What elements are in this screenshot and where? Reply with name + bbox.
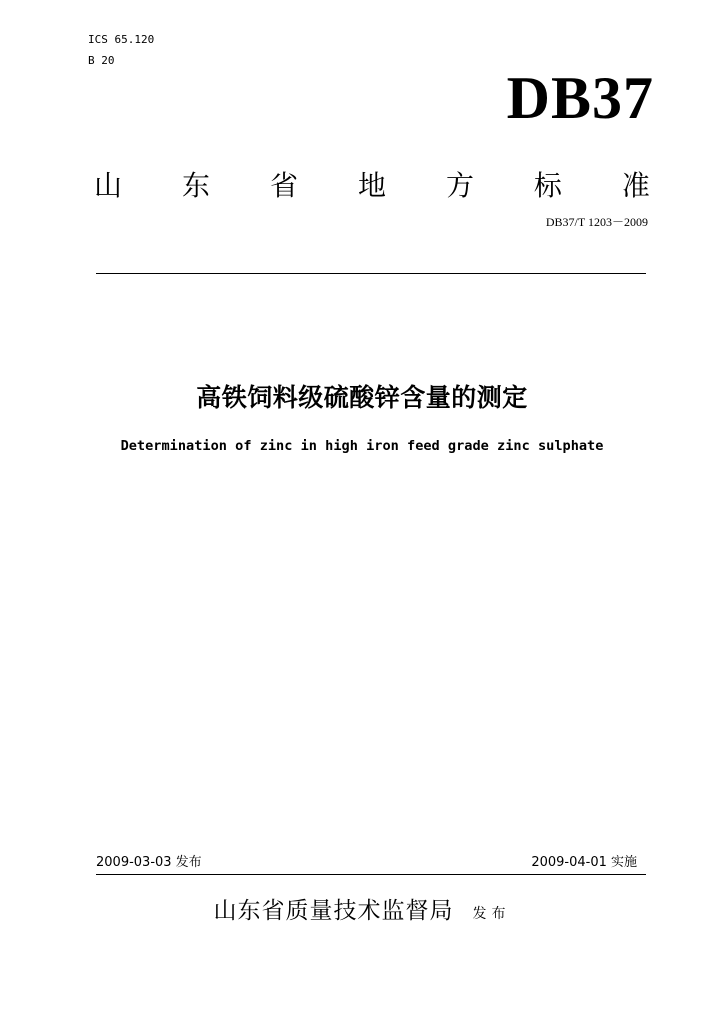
standard-type-char: 东 <box>181 169 210 202</box>
publisher-line <box>0 893 724 932</box>
standard-number: DB37/T 1203－2009 <box>545 215 648 229</box>
standard-type-char: 方 <box>445 169 474 202</box>
publisher-name: 山东省质量技术监督局 <box>213 898 454 924</box>
classification-code: B 20 <box>88 54 115 67</box>
document-title-chinese: 高铁饲料级硫酸锌含量的测定 <box>196 383 528 412</box>
standard-type-char: 地 <box>357 169 386 202</box>
issue-date: 2009-03-03 发布 <box>96 855 202 870</box>
implementation-date: 2009-04-01 实施 <box>531 855 637 870</box>
standard-type-char: 省 <box>269 169 298 202</box>
standard-type-char: 准 <box>621 169 650 202</box>
standard-type-heading <box>94 166 650 206</box>
top-divider <box>96 273 646 274</box>
document-title-english: Determination of zinc in high iron feed grade zinc sulphate <box>120 438 604 454</box>
bottom-divider <box>96 874 646 875</box>
db-code: DB37 <box>506 65 654 131</box>
ics-code: ICS 65.120 <box>88 33 155 46</box>
publish-label: 发布 <box>472 906 511 922</box>
standard-type-char: 山 <box>94 169 123 202</box>
standard-type-char: 标 <box>533 169 562 202</box>
